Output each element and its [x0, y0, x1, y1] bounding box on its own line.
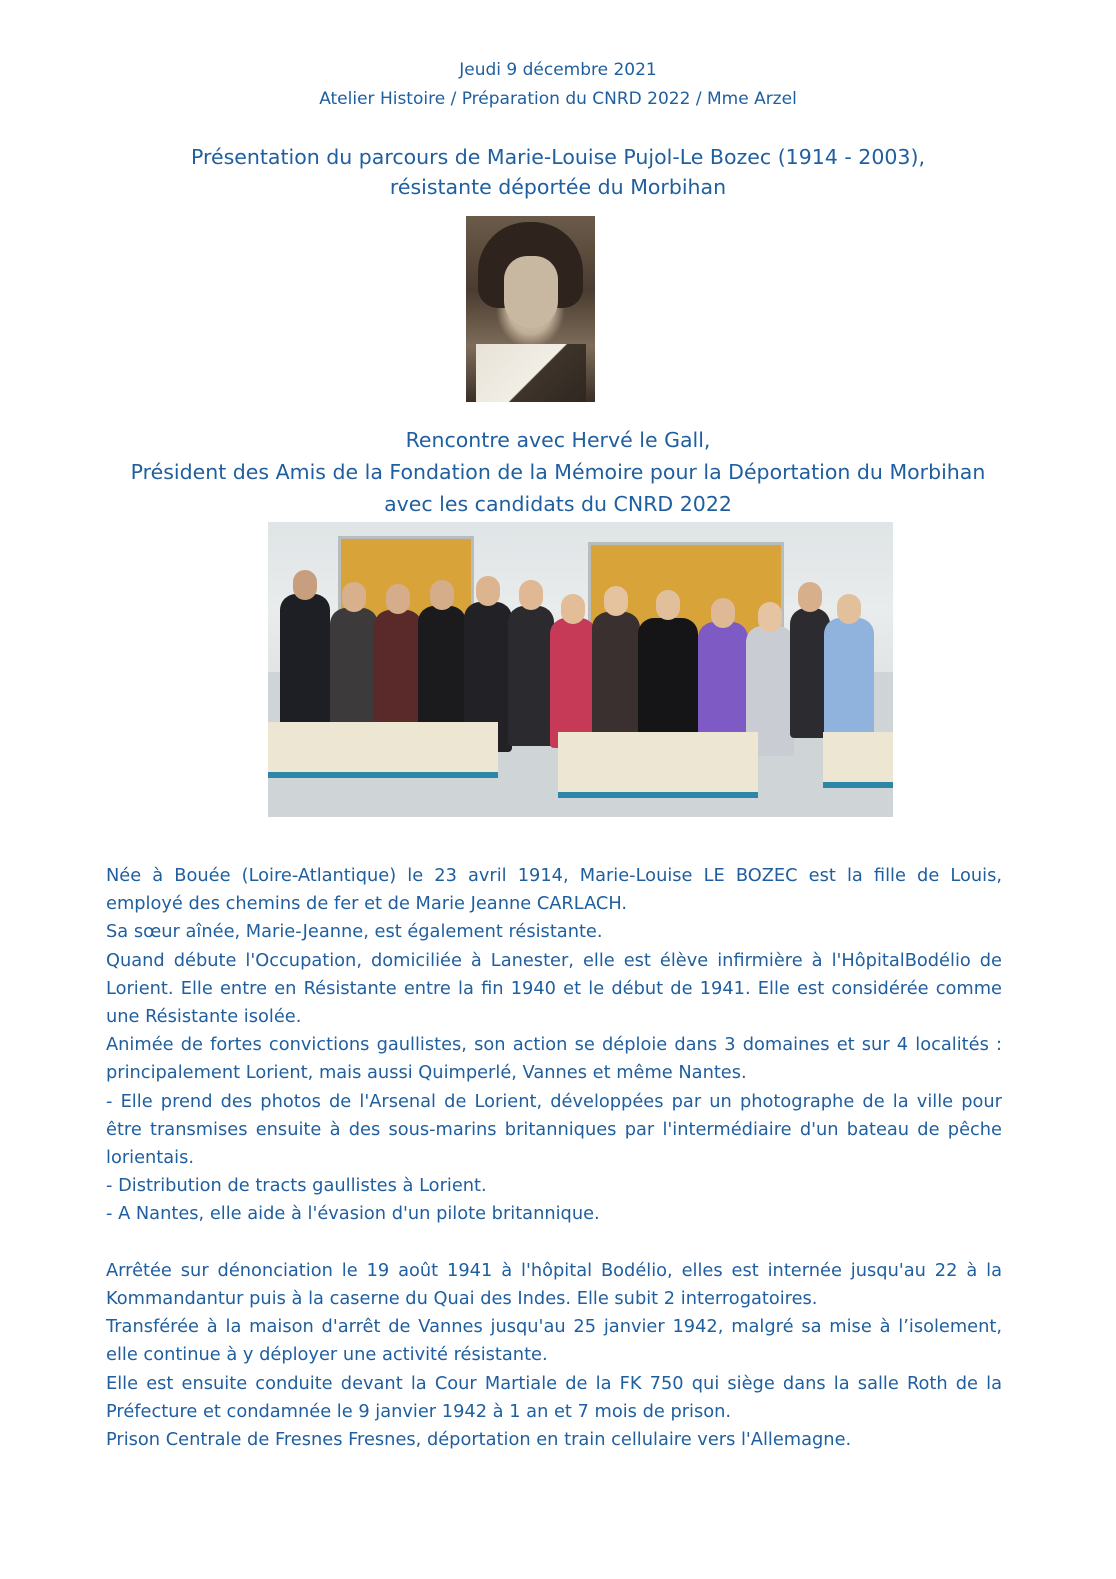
photo-desk	[558, 732, 758, 798]
photo-student	[550, 618, 596, 748]
paragraph-spacer	[106, 1229, 1002, 1257]
paragraph: - Distribution de tracts gaullistes à Lorient.	[106, 1175, 487, 1197]
header-date: Jeudi 9 décembre 2021	[459, 60, 657, 80]
photo-student-head	[656, 590, 680, 620]
paragraph: Née à Bouée (Loire-Atlantique) le 23 avril 1914, Marie-Louise LE BOZEC est la fille de Louis, employé des chemins de fer et de Marie Jeanne CARLACH.	[106, 865, 1002, 915]
photo-student-head	[293, 570, 317, 600]
document-title	[0, 142, 1116, 202]
photo-student-head	[519, 580, 543, 610]
photo-student	[592, 612, 640, 752]
paragraph: Quand débute l'Occupation, domiciliée à Lanester, elle est élève infirmière à l'HôpitalBodélio de Lorient. Elle entre en Résistante entre la fin 1940 et le début de 1941. Elle est considérée comme une Résistante isolée.	[106, 949, 1002, 1028]
photo-student-head	[798, 582, 822, 612]
group-photo	[268, 522, 893, 817]
meeting-line-3: avec les candidats du CNRD 2022	[384, 492, 732, 516]
paragraph: Sa sœur aînée, Marie-Jeanne, est également résistante.	[106, 921, 603, 943]
paragraph: - Elle prend des photos de l'Arsenal de Lorient, développées par un photographe de la ville pour être transmises ensuite à des sous-marins britanniques par l'intermédiaire d'un bateau de pêche lorientais.	[106, 1090, 1002, 1169]
portrait-face	[504, 256, 558, 328]
photo-student	[374, 610, 422, 740]
photo-desk	[268, 722, 498, 778]
paragraph: Arrêtée sur dénonciation le 19 août 1941 à l'hôpital Bodélio, elles est internée jusqu'au 22 à la Kommandantur puis à la caserne du Quai des Indes. Elle subit 2 interrogatoires.	[106, 1259, 1002, 1310]
photo-student	[508, 606, 554, 746]
photo-student-head	[386, 584, 410, 614]
photo-student-head	[342, 582, 366, 612]
title-line-1: Présentation du parcours de Marie-Louise Pujol-Le Bozec (1914 - 2003),	[191, 145, 925, 169]
photo-student-head	[430, 580, 454, 610]
paragraph: Elle est ensuite conduite devant la Cour Martiale de la FK 750 qui siège dans la salle Roth de la Préfecture et condamnée le 9 janvier 1942 à 1 an et 7 mois de prison.	[106, 1372, 1002, 1422]
photo-student	[824, 618, 874, 748]
photo-student-head	[758, 602, 782, 632]
photo-student-head	[604, 586, 628, 616]
photo-student-head	[561, 594, 585, 624]
photo-student-head	[711, 598, 735, 628]
paragraph: - A Nantes, elle aide à l'évasion d'un pilote britannique.	[106, 1203, 600, 1225]
title-line-2: résistante déportée du Morbihan	[389, 175, 727, 199]
photo-student-head	[476, 576, 500, 606]
meeting-line-1: Rencontre avec Hervé le Gall,	[405, 428, 711, 452]
biography-text	[106, 862, 1002, 1454]
photo-student-head	[837, 594, 861, 624]
paragraph: Transférée à la maison d'arrêt de Vannes jusqu'au 25 janvier 1942, malgré sa mise à l’isolement, elle continue à y déployer une activité résistante.	[106, 1316, 1002, 1366]
portrait-collar	[476, 344, 586, 402]
meeting-line-2: Président des Amis de la Fondation de la Mémoire pour la Déportation du Morbihan	[130, 460, 986, 484]
portrait-photo	[466, 216, 595, 402]
photo-student	[330, 608, 378, 728]
meeting-caption	[0, 424, 1116, 520]
photo-desk	[823, 732, 893, 788]
paragraph: Animée de fortes convictions gaullistes, son action se déploie dans 3 domaines et sur 4 localités : principalement Lorient, mais aussi Quimperlé, Vannes et même Nantes.	[106, 1034, 1002, 1084]
paragraph: Prison Centrale de Fresnes Fresnes, déportation en train cellulaire vers l'Allemagne.	[106, 1429, 852, 1451]
photo-student	[280, 594, 330, 734]
header-subtitle: Atelier Histoire / Préparation du CNRD 2022 / Mme Arzel	[319, 89, 797, 109]
header	[0, 56, 1116, 114]
